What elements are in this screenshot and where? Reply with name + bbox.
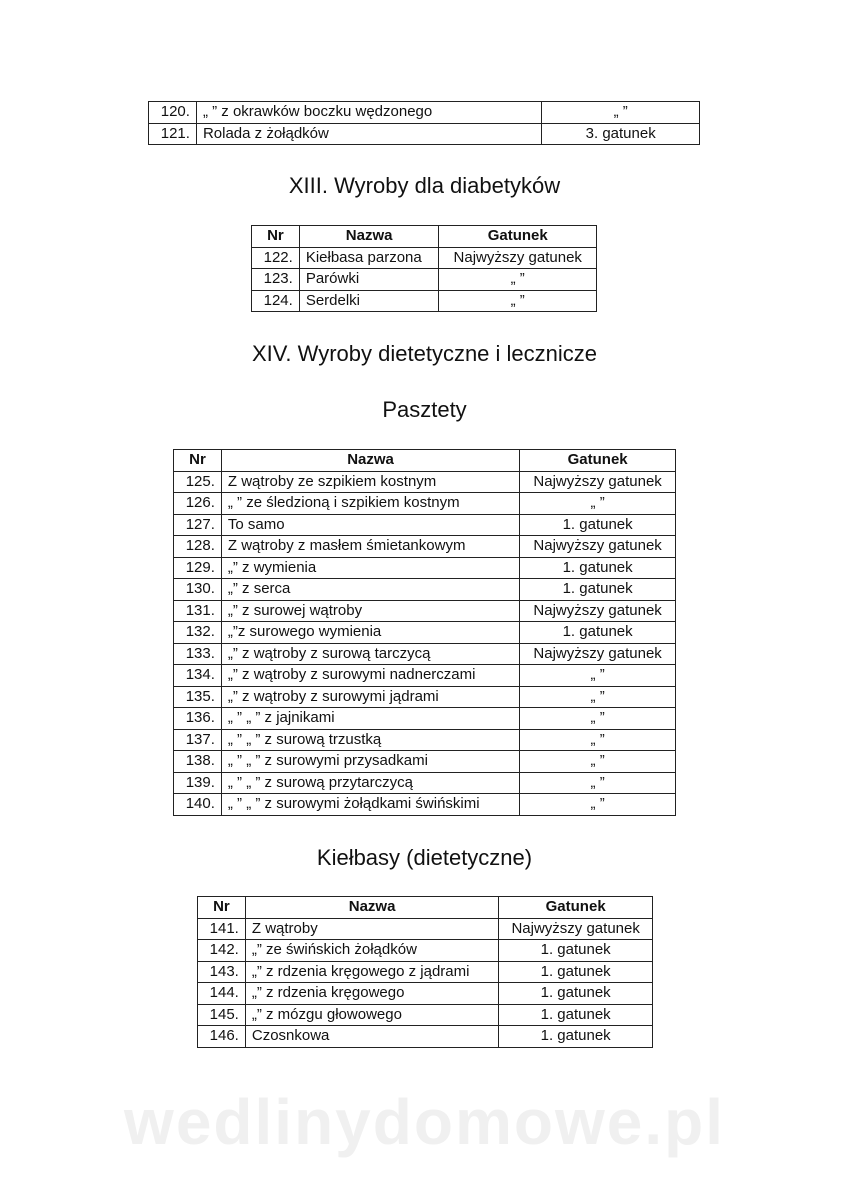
cell-nr: 132. xyxy=(174,622,222,644)
table-row xyxy=(174,772,676,794)
cell-gatunek: 1. gatunek xyxy=(499,983,653,1005)
cell-nazwa: To samo xyxy=(221,514,519,536)
cell-gatunek: Najwyższy gatunek xyxy=(520,643,676,665)
cell-gatunek: „ ” xyxy=(520,729,676,751)
cell-nr: 129. xyxy=(174,557,222,579)
cell-gatunek: „ ” xyxy=(439,290,597,312)
table-row xyxy=(149,123,700,145)
table-diabetic-body xyxy=(252,247,597,312)
cell-gatunek: Najwyższy gatunek xyxy=(520,600,676,622)
table-row xyxy=(198,961,653,983)
cell-nazwa: Rolada z żołądków xyxy=(196,123,541,145)
table-row xyxy=(198,940,653,962)
table-row xyxy=(174,600,676,622)
cell-nr: 144. xyxy=(198,983,246,1005)
cell-gatunek: 1. gatunek xyxy=(499,940,653,962)
col-header-nr: Nr xyxy=(174,450,222,472)
cell-nazwa: Z wątroby z masłem śmietankowym xyxy=(221,536,519,558)
cell-gatunek: Najwyższy gatunek xyxy=(520,471,676,493)
cell-nazwa: „ ” „ ” z surową trzustką xyxy=(221,729,519,751)
cell-nr: 138. xyxy=(174,751,222,773)
cell-gatunek: „ ” xyxy=(520,708,676,730)
table-row xyxy=(174,493,676,515)
table-row xyxy=(174,708,676,730)
cell-nr: 120. xyxy=(149,102,197,124)
col-header-gatunek: Gatunek xyxy=(520,450,676,472)
table-row xyxy=(174,557,676,579)
cell-gatunek: „ ” xyxy=(520,794,676,816)
cell-nazwa: „” z surowej wątroby xyxy=(221,600,519,622)
col-header-nazwa: Nazwa xyxy=(221,450,519,472)
cell-nr: 140. xyxy=(174,794,222,816)
cell-nazwa: Czosnkowa xyxy=(245,1026,498,1048)
cell-nr: 124. xyxy=(252,290,300,312)
cell-gatunek: Najwyższy gatunek xyxy=(439,247,597,269)
table-row xyxy=(149,102,700,124)
table-row xyxy=(174,514,676,536)
cell-nr: 125. xyxy=(174,471,222,493)
table-pasztety xyxy=(173,449,676,816)
table-row xyxy=(174,471,676,493)
cell-nazwa: Z wątroby xyxy=(245,918,498,940)
cell-nr: 137. xyxy=(174,729,222,751)
cell-nazwa: „ ” „ ” z surową przytarczycą xyxy=(221,772,519,794)
cell-nazwa: „” z wątroby z surowymi jądrami xyxy=(221,686,519,708)
cell-nazwa: Serdelki xyxy=(299,290,439,312)
col-header-nazwa: Nazwa xyxy=(245,897,498,919)
cell-gatunek: 1. gatunek xyxy=(520,622,676,644)
table-header-row xyxy=(174,450,676,472)
cell-nazwa: „”z surowego wymienia xyxy=(221,622,519,644)
cell-gatunek: 1. gatunek xyxy=(520,514,676,536)
cell-nazwa: Parówki xyxy=(299,269,439,291)
pasztety-title: Pasztety xyxy=(382,397,467,422)
cell-gatunek: 1. gatunek xyxy=(499,1004,653,1026)
table-row xyxy=(174,536,676,558)
cell-nr: 142. xyxy=(198,940,246,962)
cell-nazwa: „” z rdzenia kręgowego z jądrami xyxy=(245,961,498,983)
cell-nr: 143. xyxy=(198,961,246,983)
cell-gatunek: „ ” xyxy=(520,751,676,773)
cell-nr: 136. xyxy=(174,708,222,730)
cell-gatunek: „ ” xyxy=(520,493,676,515)
cell-gatunek: „ ” xyxy=(439,269,597,291)
cell-nazwa: Kiełbasa parzona xyxy=(299,247,439,269)
cell-nazwa: „ ” „ ” z jajnikami xyxy=(221,708,519,730)
table-row xyxy=(174,622,676,644)
col-header-nazwa: Nazwa xyxy=(299,226,439,248)
cell-gatunek: Najwyższy gatunek xyxy=(520,536,676,558)
cell-nr: 131. xyxy=(174,600,222,622)
table-row xyxy=(174,729,676,751)
table-pasztety-body xyxy=(174,471,676,815)
col-header-nr: Nr xyxy=(252,226,300,248)
col-header-gatunek: Gatunek xyxy=(499,897,653,919)
table-kielbasy xyxy=(197,896,653,1048)
table-diabetic xyxy=(251,225,597,312)
table-row xyxy=(198,983,653,1005)
cell-nr: 145. xyxy=(198,1004,246,1026)
table-top-body xyxy=(149,102,700,145)
table-header-row xyxy=(252,226,597,248)
table-row xyxy=(252,247,597,269)
cell-nr: 135. xyxy=(174,686,222,708)
cell-gatunek: „ ” xyxy=(520,665,676,687)
table-row xyxy=(174,751,676,773)
cell-nazwa: „” ze świńskich żołądków xyxy=(245,940,498,962)
cell-gatunek: „ ” xyxy=(542,102,700,124)
cell-gatunek: 1. gatunek xyxy=(499,1026,653,1048)
cell-nazwa: „” z wątroby z surowymi nadnerczami xyxy=(221,665,519,687)
cell-nr: 134. xyxy=(174,665,222,687)
cell-gatunek: Najwyższy gatunek xyxy=(499,918,653,940)
cell-nazwa: „ ” ze śledzioną i szpikiem kostnym xyxy=(221,493,519,515)
cell-gatunek: „ ” xyxy=(520,772,676,794)
cell-nazwa: „” z wątroby z surową tarczycą xyxy=(221,643,519,665)
cell-nr: 130. xyxy=(174,579,222,601)
cell-nazwa: „” z serca xyxy=(221,579,519,601)
cell-nr: 127. xyxy=(174,514,222,536)
cell-nazwa: Z wątroby ze szpikiem kostnym xyxy=(221,471,519,493)
col-header-nr: Nr xyxy=(198,897,246,919)
cell-nr: 122. xyxy=(252,247,300,269)
table-row xyxy=(174,665,676,687)
table-header-row xyxy=(198,897,653,919)
cell-nr: 126. xyxy=(174,493,222,515)
table-row xyxy=(174,643,676,665)
table-row xyxy=(198,1004,653,1026)
cell-nr: 128. xyxy=(174,536,222,558)
cell-gatunek: 1. gatunek xyxy=(499,961,653,983)
cell-nazwa: „” z wymienia xyxy=(221,557,519,579)
cell-nr: 139. xyxy=(174,772,222,794)
section14-title: XIV. Wyroby dietetyczne i lecznicze xyxy=(251,341,598,366)
cell-nazwa: „ ” z okrawków boczku wędzonego xyxy=(196,102,541,124)
cell-gatunek: 1. gatunek xyxy=(520,579,676,601)
cell-nr: 133. xyxy=(174,643,222,665)
cell-nazwa: „ ” „ ” z surowymi przysadkami xyxy=(221,751,519,773)
cell-nazwa: „ ” „ ” z surowymi żołądkami świńskimi xyxy=(221,794,519,816)
table-row xyxy=(174,686,676,708)
cell-gatunek: „ ” xyxy=(520,686,676,708)
cell-nr: 121. xyxy=(149,123,197,145)
table-row xyxy=(252,269,597,291)
watermark: wedlinydomowe.pl xyxy=(124,1086,725,1158)
cell-nr: 141. xyxy=(198,918,246,940)
table-row xyxy=(174,579,676,601)
cell-gatunek: 1. gatunek xyxy=(520,557,676,579)
cell-gatunek: 3. gatunek xyxy=(542,123,700,145)
kielbasy-title: Kiełbasy (dietetyczne) xyxy=(316,845,533,870)
section13-title: XIII. Wyroby dla diabetyków xyxy=(288,173,561,198)
cell-nazwa: „” z mózgu głowowego xyxy=(245,1004,498,1026)
cell-nr: 146. xyxy=(198,1026,246,1048)
cell-nr: 123. xyxy=(252,269,300,291)
table-top xyxy=(148,101,700,145)
table-row xyxy=(252,290,597,312)
cell-nazwa: „” z rdzenia kręgowego xyxy=(245,983,498,1005)
table-row xyxy=(174,794,676,816)
table-row xyxy=(198,1026,653,1048)
table-kielbasy-body xyxy=(198,918,653,1047)
table-row xyxy=(198,918,653,940)
col-header-gatunek: Gatunek xyxy=(439,226,597,248)
